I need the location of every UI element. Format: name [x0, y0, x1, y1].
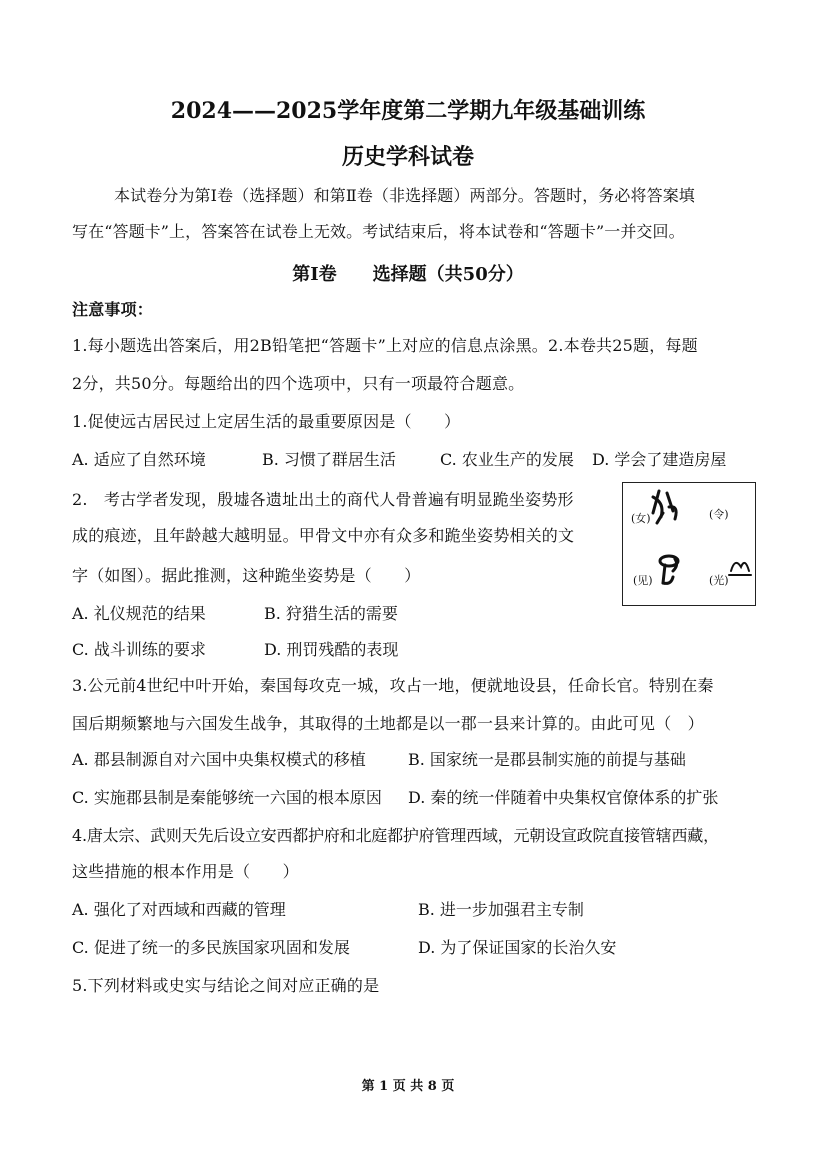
q2-option-c[interactable]: C. 战斗训练的要求 [72, 640, 206, 659]
section-title: 第Ⅰ卷 选择题（共50分） [292, 264, 524, 285]
q3-option-b[interactable]: B. 国家统一是郡县制实施的前提与基础 [408, 750, 686, 769]
q2-stem-line-3: 字（如图）。据此推测，这种跪坐姿势是（ ） [72, 566, 421, 585]
exam-subtitle: 历史学科试卷 [341, 144, 474, 170]
q1-option-d[interactable]: D. 学会了建造房屋 [592, 450, 727, 469]
notice-line-2: 2分，共50分。每题给出的四个选项中，只有一项最符合题意。 [72, 374, 525, 393]
q2-option-b[interactable]: B. 狩猎生活的需要 [264, 604, 398, 623]
q1-option-b[interactable]: B. 习惯了群居生活 [262, 450, 396, 469]
glyph-nv-icon [653, 491, 676, 523]
figure-label-nv: (女) [631, 512, 651, 525]
q5-stem: 5.下列材料或史实与结论之间对应正确的是 [72, 976, 380, 995]
glyph-guang-icon [729, 563, 751, 575]
q1-option-c[interactable]: C. 农业生产的发展 [440, 450, 574, 469]
q4-stem-line-2: 这些措施的根本作用是（ ） [72, 862, 299, 881]
q3-option-a[interactable]: A. 郡县制源自对六国中央集权模式的移植 [72, 750, 366, 769]
intro-line-2: 写在“答题卡”上，答案答在试卷上无效。考试结束后，将本试卷和“答题卡”一并交回。 [72, 222, 685, 241]
q2-option-d[interactable]: D. 刑罚残酷的表现 [264, 640, 399, 659]
q2-option-a[interactable]: A. 礼仪规范的结果 [72, 604, 206, 623]
q1-stem: 1.促使远古居民过上定居生活的最重要原因是（ ） [72, 412, 461, 431]
q4-option-d[interactable]: D. 为了保证国家的长治久安 [418, 938, 617, 957]
notice-line-1: 1.每小题选出答案后，用2B铅笔把“答题卡”上对应的信息点涂黑。2.本卷共25题，每题 [72, 336, 698, 355]
q1-option-a[interactable]: A. 适应了自然环境 [72, 450, 206, 469]
q2-stem-line-1: 2. 考古学者发现，殷墟各遗址出土的商代人骨普遍有明显跪坐姿势形 [72, 490, 574, 509]
q2-stem-line-2: 成的痕迹，且年龄越大越明显。甲骨文中亦有众多和跪坐姿势相关的文 [72, 526, 575, 545]
q3-stem-line-1: 3.公元前4世纪中叶开始，秦国每攻克一城，攻占一地，便就地设县，任命长官。特别在秦 [72, 676, 714, 695]
figure-label-ling: (令) [709, 508, 729, 521]
q4-option-b[interactable]: B. 进一步加强君主专制 [418, 900, 584, 919]
q4-option-c[interactable]: C. 促进了统一的多民族国家巩固和发展 [72, 938, 350, 957]
q4-option-a[interactable]: A. 强化了对西域和西藏的管理 [72, 900, 286, 919]
intro-line-1: 本试卷分为第Ⅰ卷（选择题）和第Ⅱ卷（非选择题）两部分。答题时，务必将答案填 [114, 186, 695, 205]
glyph-jian-icon [660, 556, 678, 583]
oracle-glyphs [623, 483, 757, 607]
q3-stem-line-2: 国后期频繁地与六国发生战争，其取得的土地都是以一郡一县来计算的。由此可见（ ） [72, 714, 704, 733]
notice-heading: 注意事项： [72, 300, 154, 319]
q3-option-c[interactable]: C. 实施郡县制是秦能够统一六国的根本原因 [72, 788, 382, 807]
page-number: 第 1 页 共 8 页 [361, 1079, 455, 1094]
oracle-bone-figure [622, 482, 756, 606]
q3-option-d[interactable]: D. 秦的统一伴随着中央集权官僚体系的扩张 [408, 788, 719, 807]
q4-stem-line-1: 4.唐太宗、武则天先后设立安西都护府和北庭都护府管理西域，元朝设宣政院直接管辖西藏， [72, 826, 719, 845]
figure-label-guang: (光) [709, 574, 729, 587]
figure-label-jian: (见) [633, 574, 653, 587]
exam-title: 2024——2025学年度第二学期九年级基础训练 [170, 98, 646, 124]
